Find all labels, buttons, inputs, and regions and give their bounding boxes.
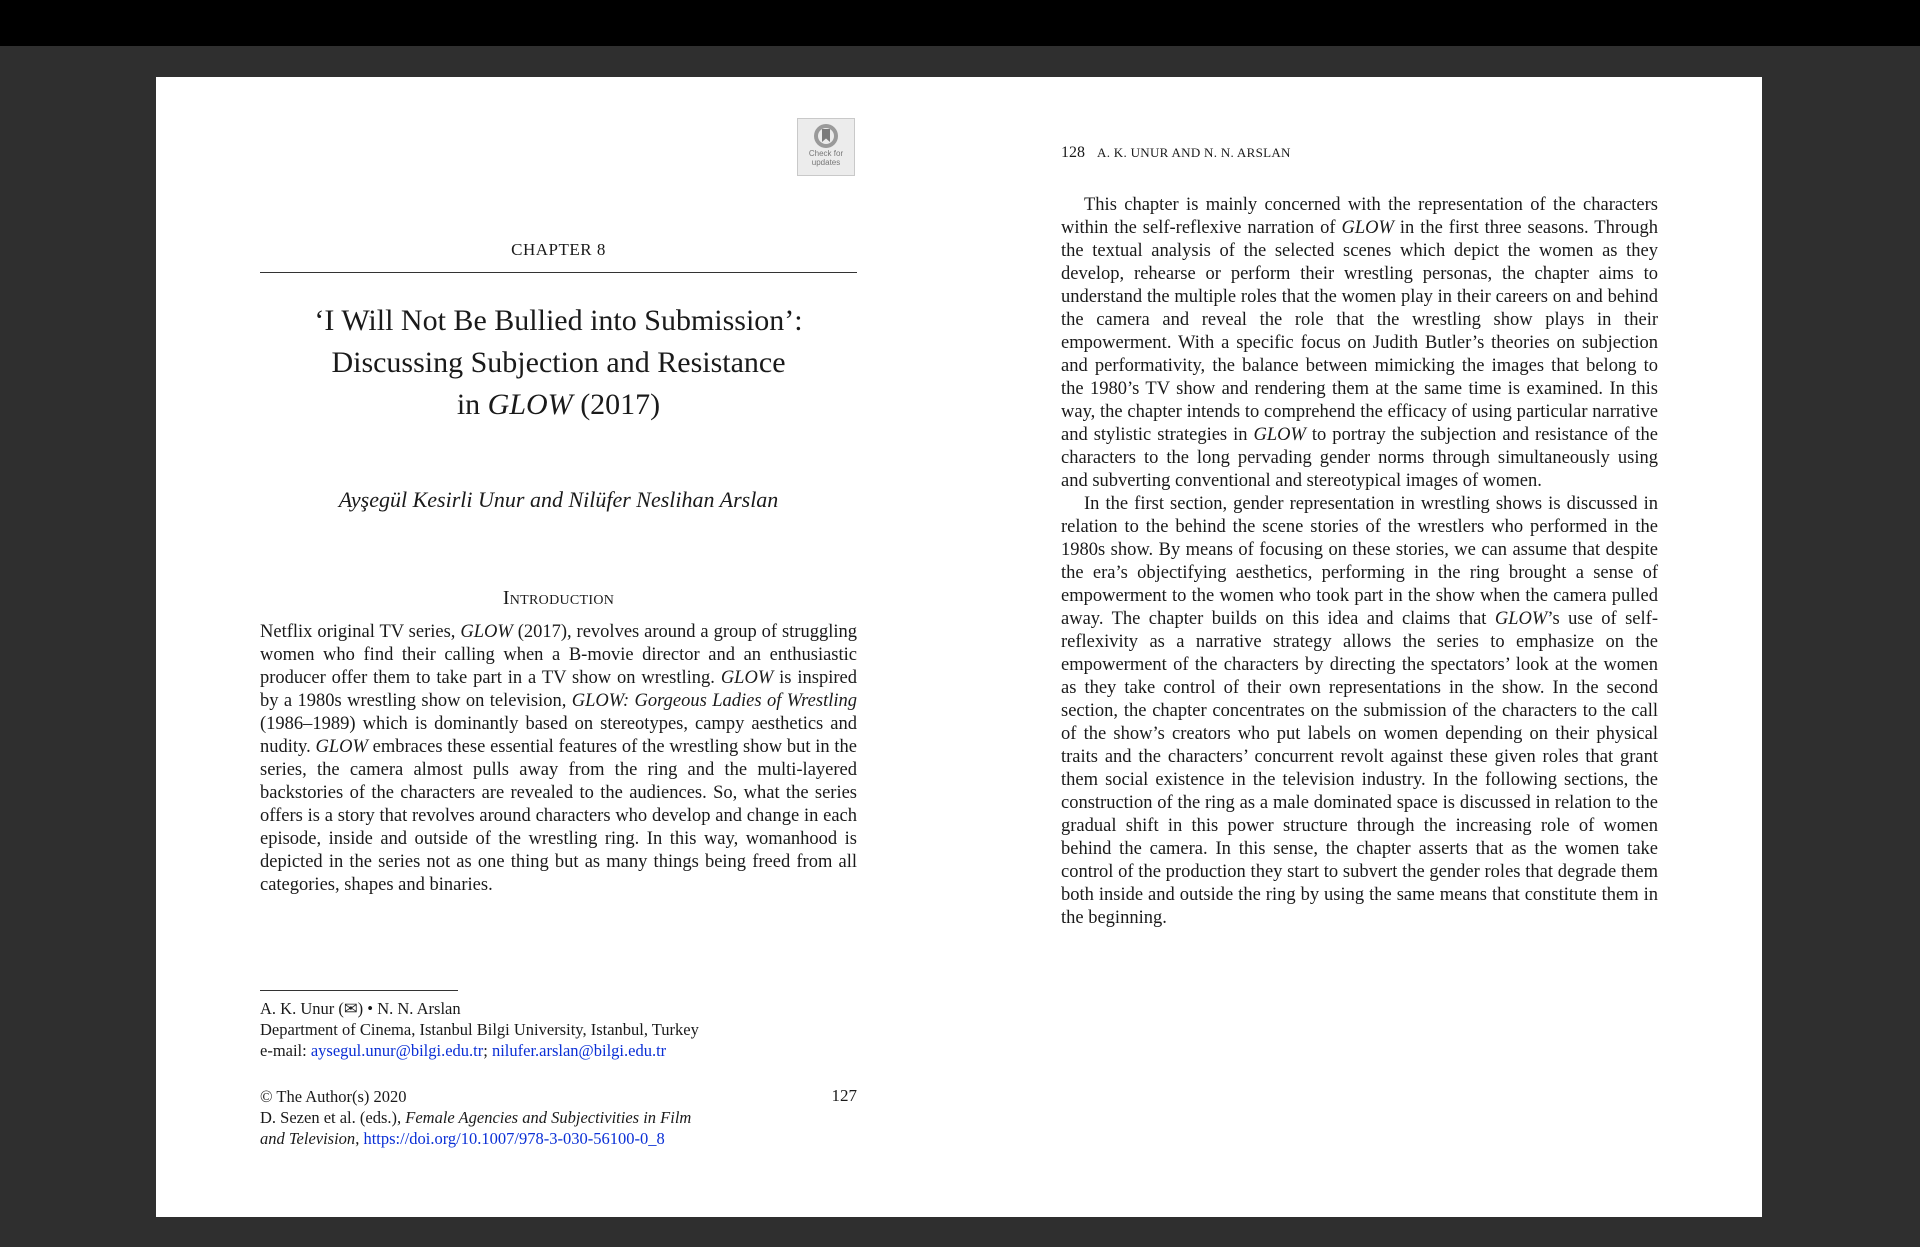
chapter-label: CHAPTER 8 — [511, 240, 606, 259]
email-label: e-mail: — [260, 1041, 311, 1060]
email-link-unur[interactable]: aysegul.unur@bilgi.edu.tr — [310, 1041, 484, 1060]
badge-text-line2: updates — [811, 158, 841, 167]
footnote-authors: A. K. Unur (✉) • N. N. Arslan — [260, 999, 461, 1018]
p1-text-3: GLOW — [1253, 425, 1306, 445]
title-line-3-suffix: (2017) — [572, 388, 661, 421]
intro-text-1: GLOW — [460, 622, 513, 642]
page-number-127: 127 — [831, 1086, 857, 1105]
page-number-128: 128 — [1061, 144, 1085, 161]
p2-text-1: GLOW — [1494, 609, 1548, 629]
citation-prefix: D. Sezen et al. (eds.), — [260, 1108, 406, 1127]
intro-text-6: (1986–1989) which is dominantly based on stereotypes, campy aesthetics and nudity. — [260, 714, 857, 757]
running-header-authors: A. K. UNUR AND N. N. ARSLAN — [1097, 145, 1291, 160]
viewer-top-bar — [0, 0, 1920, 46]
paragraph-chapter-overview — [1061, 194, 1658, 493]
intro-text-3: GLOW — [720, 668, 774, 688]
title-line-3-italic: GLOW — [487, 388, 573, 421]
title-line-2: Discussing Subjection and Resistance — [331, 346, 786, 379]
email-separator: ; — [483, 1041, 492, 1060]
badge-text-line1: Check for — [808, 149, 844, 158]
title-line-3-prefix: in — [456, 388, 488, 421]
p1-text-0: This chapter is mainly concerned with the representation of the characters within the self-reflexive narration of — [1061, 195, 1658, 238]
chapter-authors: Ayşegül Kesirli Unur and Nilüfer Neslihan Arslan — [338, 487, 779, 512]
footnote-affiliation: Department of Cinema, Istanbul Bilgi University, Istanbul, Turkey — [260, 1020, 699, 1039]
title-line-1: ‘I Will Not Be Bullied into Submission’: — [314, 304, 803, 337]
intro-text-5: GLOW: Gorgeous Ladies of Wrestling — [571, 691, 857, 711]
paragraph-sections-outline — [1061, 493, 1658, 930]
doi-link[interactable]: https://doi.org/10.1007/978-3-030-56100-0_8 — [363, 1129, 665, 1148]
p1-text-2: in the first three seasons. Through the textual analysis of the selected scenes which depict the women as they develop, rehearse or perform their wrestling personas, the chapter aims to understand the multiple roles that the women play in their careers on and behind the camera and reveal the role that the wrestling show plays in their empowerment. With a specific focus on Judith Butler’s theories on subjection and performativity, the balance between mimicking the images that belong to the 1980’s TV show and rendering them at the same time is examined. In this way, the chapter intends to comprehend the efficacy of using particular narrative and stylistic strategies in — [1061, 218, 1658, 445]
right-body-text — [1061, 194, 1658, 930]
copyright-line: © The Author(s) 2020 — [260, 1087, 407, 1106]
citation-book-title-2: and Television — [260, 1129, 356, 1148]
right-page-content — [156, 77, 1762, 1217]
intro-text-0: Netflix original TV series, — [260, 622, 461, 642]
intro-text-2: (2017), revolves around a group of struggling women who find their calling when a B-movie director and an enthusiastic producer offer them to take part in a TV show on wrestling. — [260, 622, 857, 688]
p2-text-2: ’s use of self-reflexivity as a narrative strategy allows the series to emphasize on the empowerment of the characters by directing the spectators’ look at the women as they take control of their own representations in the show. In the second section, the chapter concentrates on the submission of the characters to the call of the show’s creators who put labels on women depending on their physical traits and the characters’ concurrent revolt against these given roles that grant them social existence in the television industry. In the following sections, the construction of the ring as a male dominated space is discussed in relation to the gradual shift in this power structure through the increasing role of women behind the camera. In this sense, the chapter asserts that as the women take control of the production they start to subvert the gender roles that degrade them both inside and outside the ring by using the same means that constitute them in the beginning. — [1061, 609, 1658, 928]
email-link-arslan[interactable]: nilufer.arslan@bilgi.edu.tr — [491, 1041, 667, 1060]
citation-book-title-1: Female Agencies and Subjectivities in Film — [405, 1108, 692, 1127]
section-heading-introduction: Introduction — [502, 587, 615, 609]
p2-text-0: In the first section, gender representation in wrestling shows is discussed in relation to the behind the scene stories of the wrestlers who performed in the 1980s show. By means of focusing on these stories, we can assume that despite the era’s objectifying aesthetics, performing in the ring brought a sense of empowerment to the women who took part in the show when the camera pulled away. The chapter builds on this idea and claims that — [1061, 494, 1658, 629]
intro-text-4: is inspired by a 1980s wrestling show on television, — [260, 668, 857, 711]
intro-text-7: GLOW — [315, 737, 368, 757]
p1-text-4: to portray the subjection and resistance of the characters to the long pervading gender norms through simultaneously using and subverting conventional and stereotypical images of women. — [1061, 425, 1658, 491]
p1-text-1: GLOW — [1341, 218, 1394, 238]
running-header — [1061, 144, 1291, 162]
intro-text-8: embraces these essential features of the wrestling show but in the series, the camera almost pulls away from the ring and the multi-layered backstories of the characters are revealed to the audiences. So, what the series offers is a story that revolves around characters who develop and change in each episode, inside and outside of the wrestling ring. In this way, womanhood is depicted in the series not as one thing but as many things being freed from all categories, shapes and binaries. — [260, 737, 857, 895]
citation-comma: , — [355, 1129, 364, 1148]
